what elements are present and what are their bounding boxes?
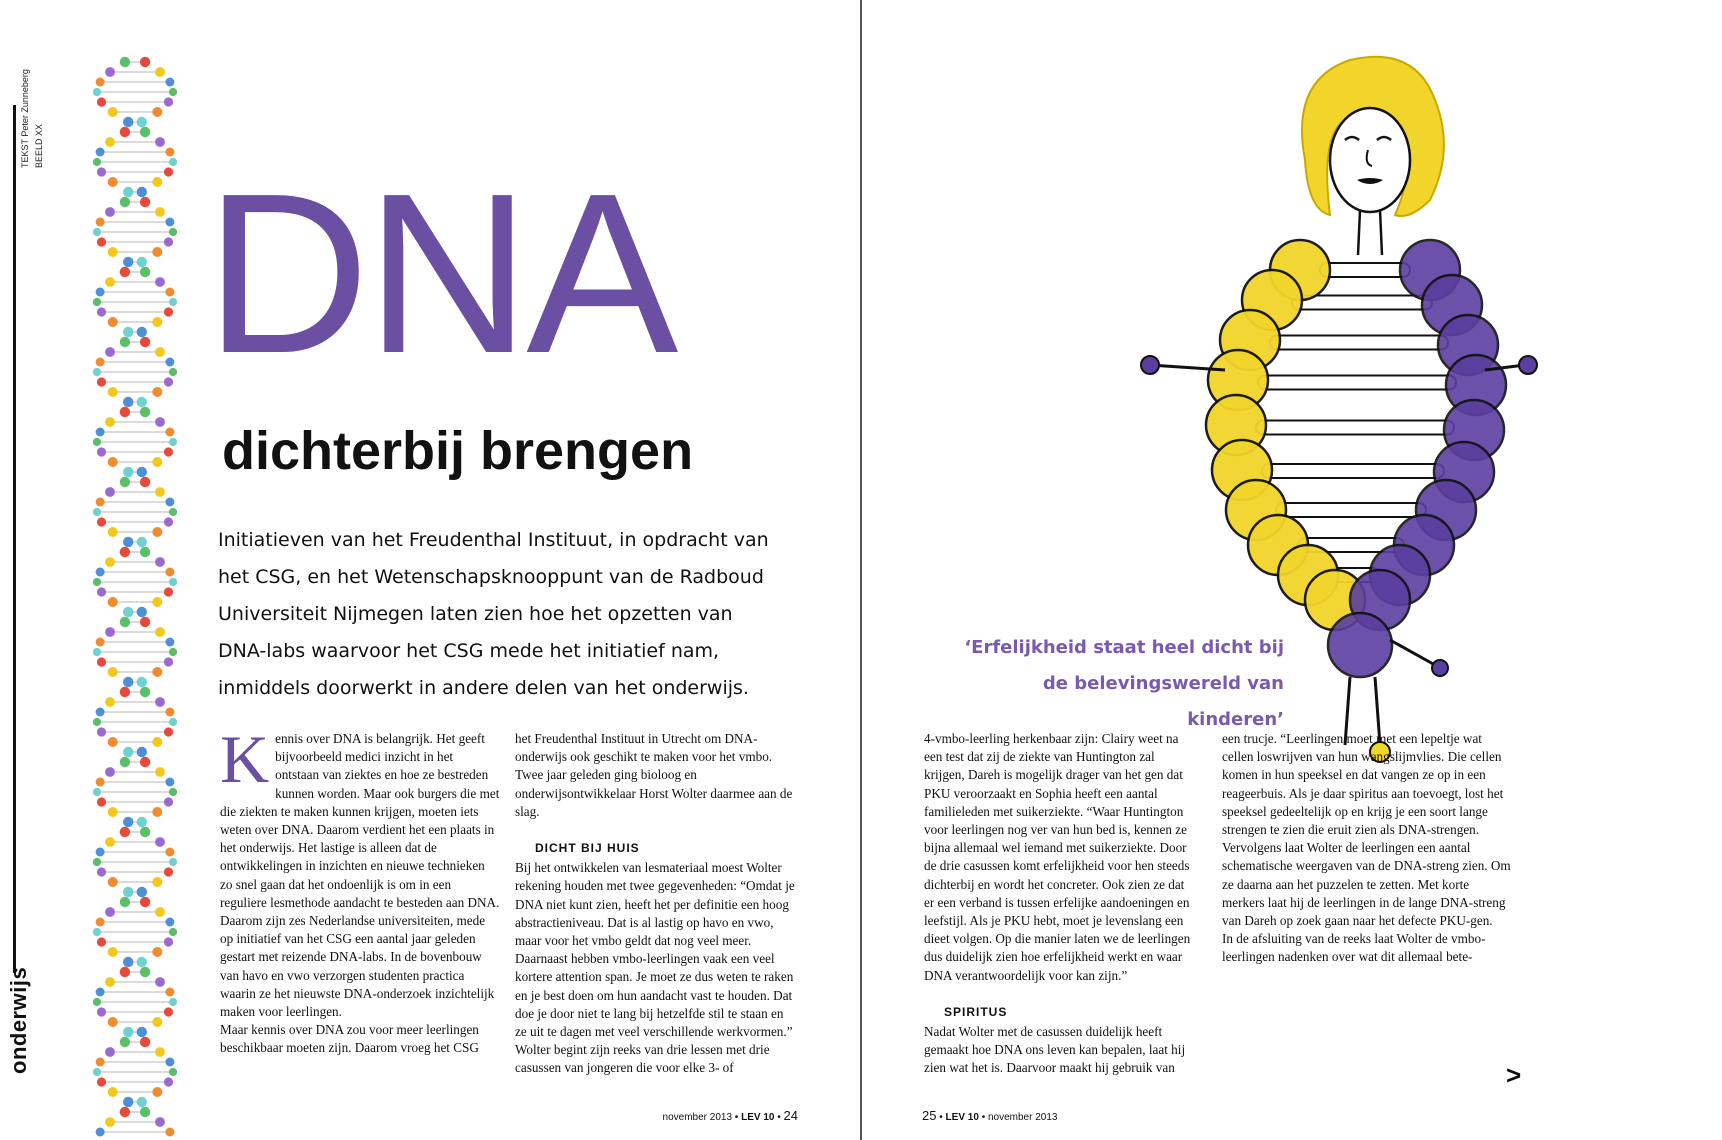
body-column-4 (1222, 730, 1512, 967)
subhead-dicht-bij-huis: DICHT BIJ HUIS (535, 841, 640, 856)
intro-lead: Initiatieven van het Freudenthal Instituut, in opdracht van het CSG, en het Wetenschapsknooppunt van de Radboud Universiteit Nijmegen laten zien hoe het opzetten van DNA-labs waarvoor het CSG mede het initiatief nam, inmiddels doorwerkt in andere delen van het onderwijs. (218, 529, 769, 699)
paragraph: Maar kennis over DNA zou voor meer leerlingen beschikbaar moeten zijn. Daarom vroeg het CSG (220, 1022, 479, 1056)
folio-right (922, 1108, 1057, 1123)
paragraph: 4-vmbo-leerling herkenbaar zijn: Clairy weet na een test dat zij de ziekte van Huntington zal krijgen, Dareh is mogelijk drager van het gen dat PKU veroorzaakt en Sophia heeft een aantal familieleden met suikerziekte. “Waar Huntington voor leerlingen nog ver van hun bed is, kennen ze bijna allemaal wel iemand met suikerziekte. Door de drie casussen komt erfelijkheid voor hen steeds dichterbij en wordt het concreter. Ook zien ze dat er een verband is tussen erfelijke aandoeningen en leefstijl. Als je PKU hebt, moet je levenslang een dieet volgen. Op die manier laten we de leerlingen dus duidelijk zien hoe erfelijkheid werkt en waar DNA verantwoordelijk voor kan zijn.” (924, 731, 1191, 983)
paragraph: een trucje. “Leerlingen moet met een lepeltje wat cellen loswrijven van hun wangslijmvlies. Die cellen komen in hun speeksel en dat vangen ze op in een reageerbuis. Als je daar spiritus aan toevoegt, lost het speeksel gedeeltelijk op en krijg je een soort lange strengen te zien die eruit zien als DNA-strengen. (1222, 731, 1504, 838)
paragraph: Nadat Wolter met de casussen duidelijk heeft gemaakt hoe DNA ons leven kan bepalen, laat hij zien wat het is. Daarvoor maakt hij gebruik van (924, 1024, 1186, 1076)
folio-separator: • (981, 1112, 986, 1123)
page-number: 24 (783, 1108, 798, 1123)
paragraph: het Freudenthal Instituut in Utrecht om DNA-onderwijs ook geschikt te maken voor het vmbo. Twee jaar geleden ging bioloog en onderwijsontwikkelaar Horst Wolter daarmee aan de slag. (515, 731, 793, 819)
folio-magazine: LEV 10 (741, 1112, 775, 1123)
body-column-2 (515, 730, 795, 1078)
folio-separator: • (734, 1112, 739, 1123)
dna-helix-illustration (80, 56, 190, 1140)
page-number: 25 (922, 1108, 937, 1123)
paragraph: ennis over DNA is belangrijk. Het geeft bijvoorbeeld medici inzicht in het ontstaan van ziektes en hoe ze bestreden kunnen worden. Maar ook burgers die met die ziekten te maken kunnen krijgen, moeten iets weten over DNA. Daarom verdient het een plaats in het onderwijs. Het lastige is alleen dat de ontwikkelingen in inzichten en nieuwe technieken zo snel gaan dat het ondoenlijk is om in een reguliere lesmethode aandacht te besteden aan DNA. Daarom zijn zes Nederlandse universiteiten, mede op initiatief van het CSG een aantal jaar geleden gestart met reizende DNA-labs. In de bovenbouw van havo en vwo verzorgen studenten practica waarin ze het nieuwste DNA-onderzoek inzichtelijk maken voor leerlingen. (220, 731, 500, 1020)
paragraph: Wolter begint zijn reeks van drie lessen met drie casussen van jongeren die voor elke 3- of (515, 1042, 770, 1076)
drop-cap: K (220, 721, 270, 797)
left-page (0, 0, 860, 1140)
pull-quote: ‘Erfelijkheid staat heel dicht bij de belevingswereld van kinderen’ (964, 637, 1284, 730)
subhead-spiritus: SPIRITUS (944, 1004, 1008, 1019)
body-column-3 (924, 730, 1194, 1078)
headline: DNA (205, 147, 675, 401)
folio-left (663, 1108, 798, 1123)
credit-photo: BEELD XX (34, 123, 44, 168)
credit-text: TEKST Peter Zunneberg (20, 69, 30, 168)
paragraph: In de afsluiting van de reeks laat Wolter de vmbo-leerlingen nadenken over wat dit allemaal bete- (1222, 931, 1486, 965)
folio-separator: • (777, 1112, 781, 1123)
folio-separator: • (939, 1112, 943, 1123)
folio-date: november 2013 (662, 1112, 733, 1123)
body-column-1 (220, 721, 500, 1058)
folio-date: november 2013 (987, 1112, 1058, 1123)
section-rule (13, 105, 16, 973)
paragraph: Vervolgens laat Wolter de leerlingen een aantal schematische weergaven van de DNA-streng zien. Om ze daarna aan het puzzelen te zetten. Met korte merkers laat hij de leerlingen in de lange DNA-streng van Dareh op zoek gaan naar het defecte PKU-gen. (1222, 840, 1511, 929)
dna-woman-illustration (1180, 40, 1560, 840)
folio-magazine: LEV 10 (945, 1112, 979, 1123)
section-label: onderwijs (6, 966, 31, 1074)
paragraph: Bij het ontwikkelen van lesmateriaal moest Wolter rekening houden met twee gegevenheden: “Omdat je DNA niet kunt zien, heeft het per definitie een hoog abstractieniveau. Dat is al lastig op havo en vwo, maar voor het vmbo geldt dat nog veel meer. Daarnaast hebben vmbo-leerlingen vaak een veel kortere attention span. Je moet ze dus weten te raken en je best doen om hun aandacht vast te houden. Dat doe je door niet te lang bij hetzelfde stil te staan en ze uit te dagen met veel verschillende werkvormen.” (515, 860, 795, 1040)
continue-arrow-icon: > (1506, 1060, 1522, 1090)
subheadline: dichterbij brengen (222, 421, 694, 481)
